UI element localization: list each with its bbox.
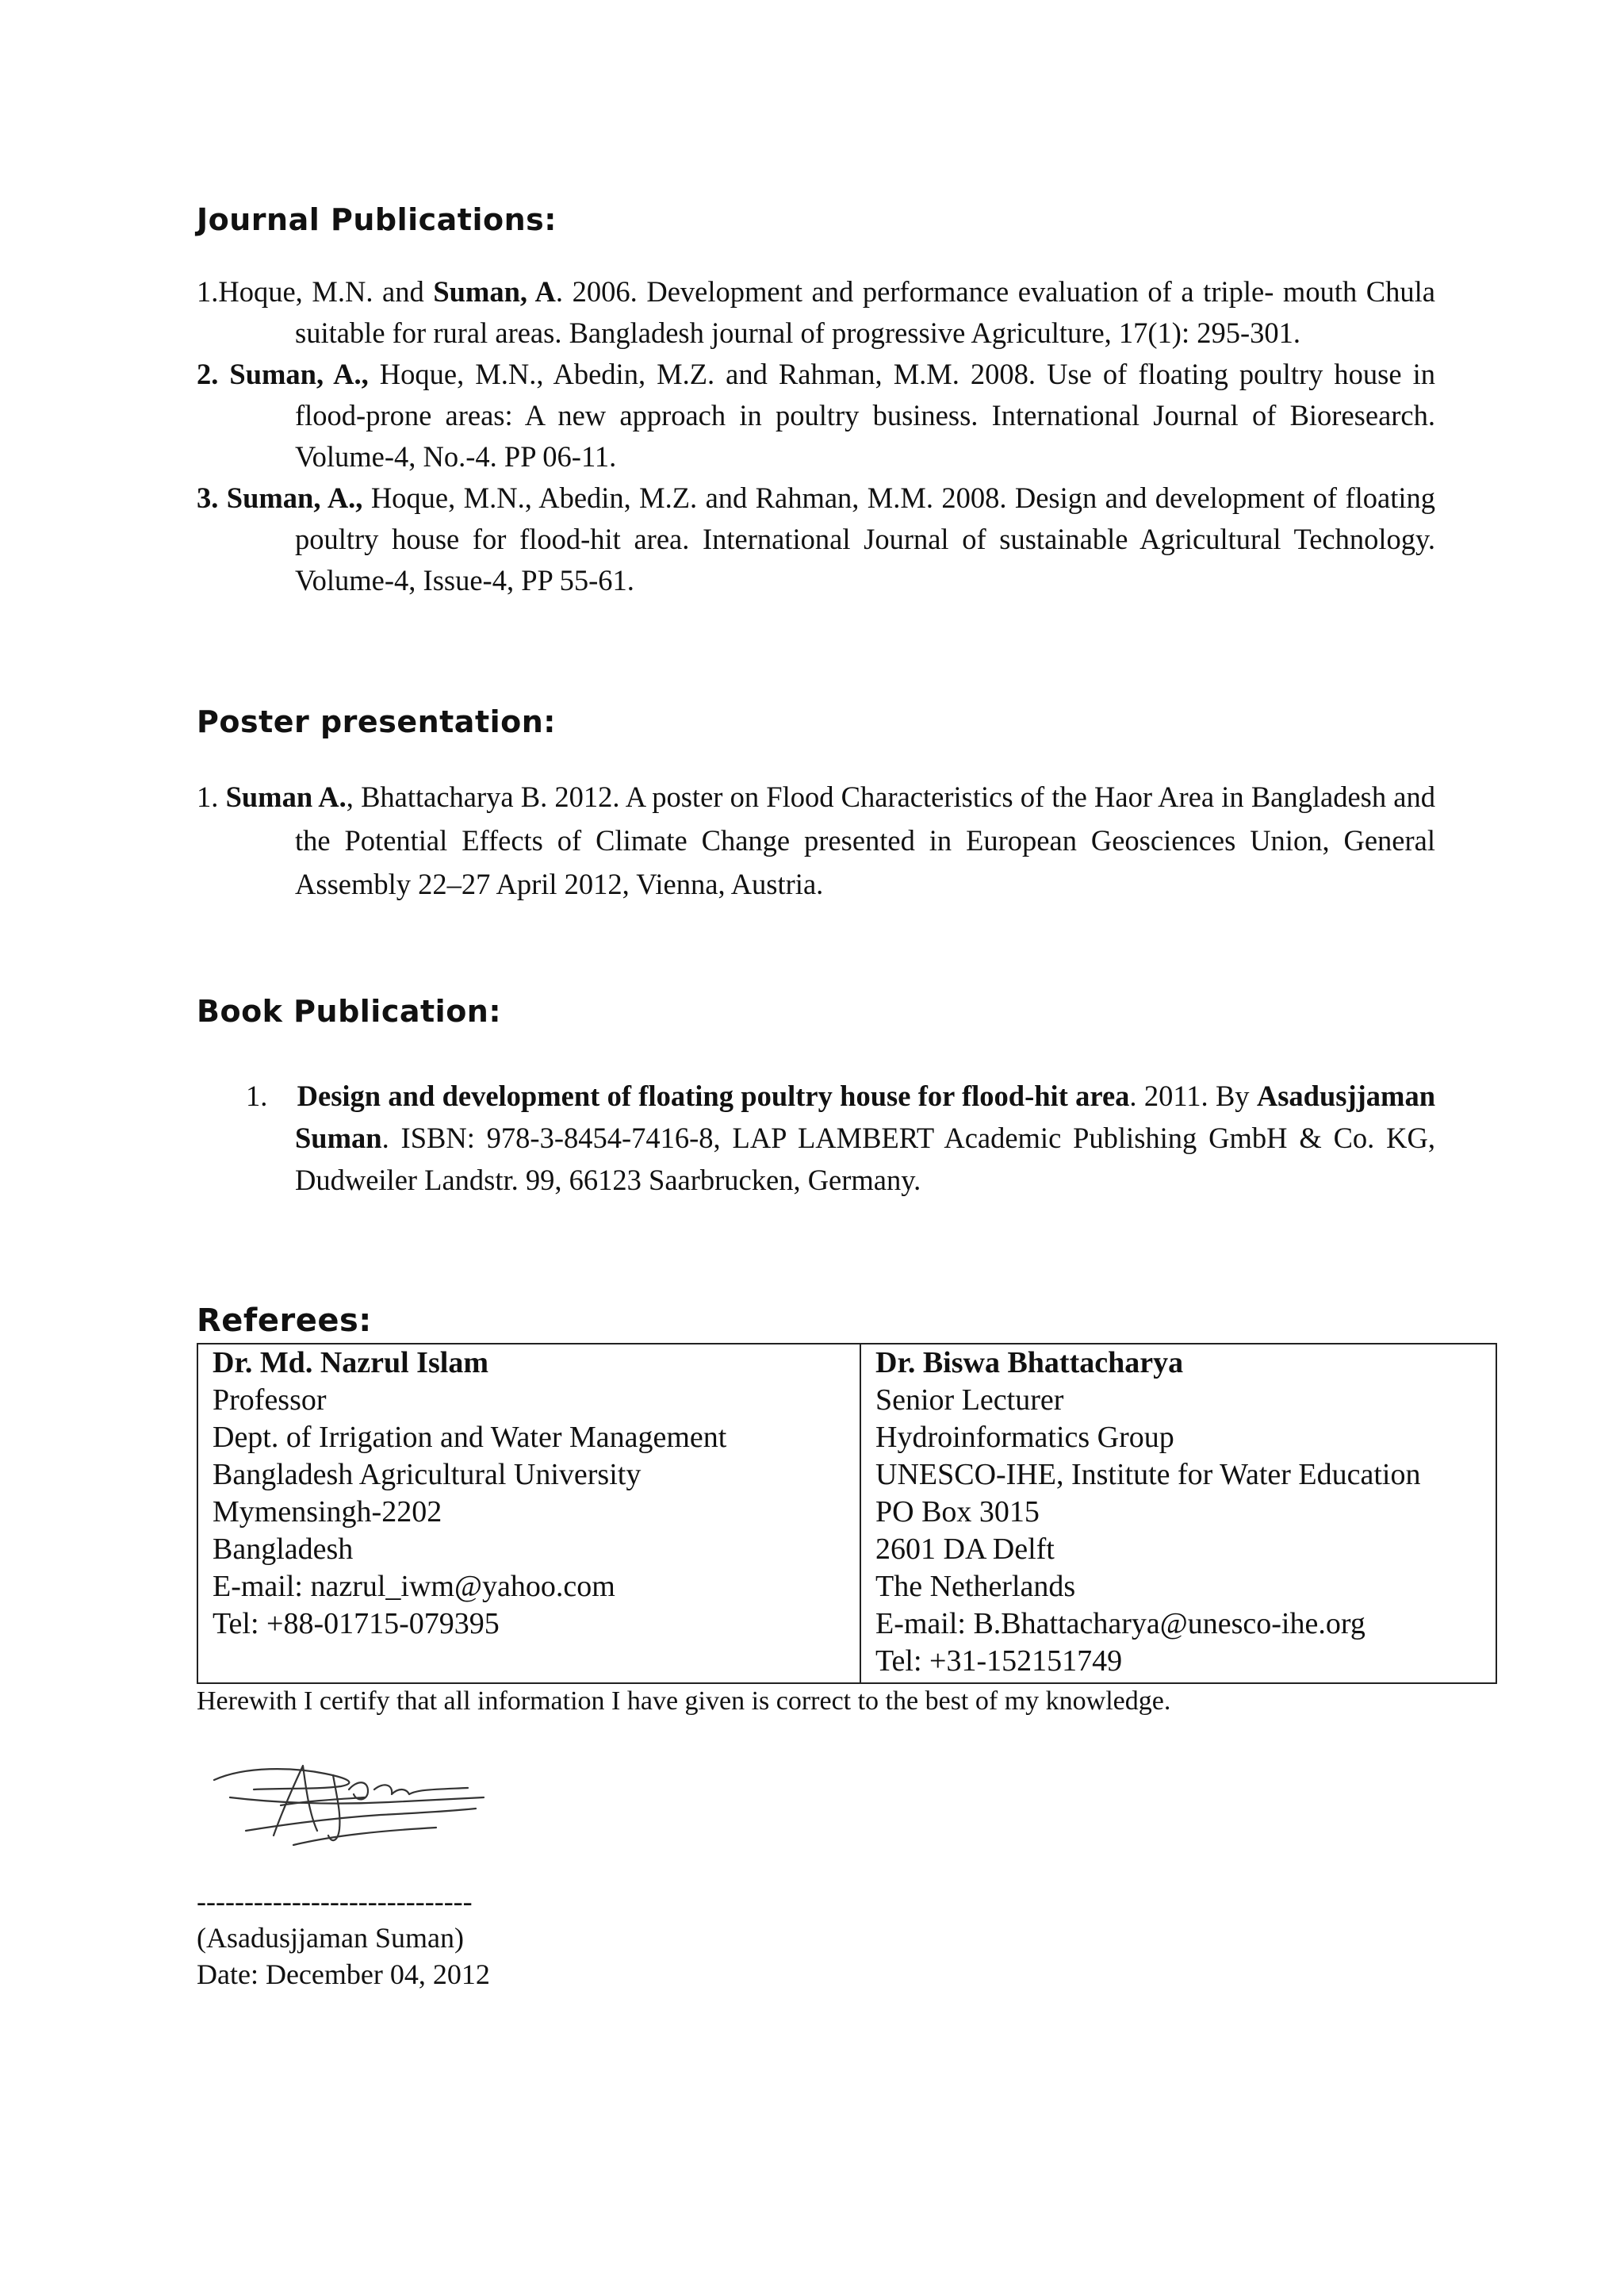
journal-item-3-author: Suman, A., bbox=[226, 481, 363, 514]
journal-item-3 bbox=[197, 478, 1435, 601]
journal-item-2-author: Suman, A., bbox=[229, 358, 369, 390]
referees-table bbox=[197, 1343, 1497, 1684]
referee-left-line: Bangladesh bbox=[213, 1532, 354, 1566]
book-item-1-title: Design and development of floating poultry house for flood-hit area bbox=[297, 1080, 1130, 1112]
referee-right-phone: Tel: +31-152151749 bbox=[875, 1644, 1123, 1678]
signature-image bbox=[198, 1742, 500, 1853]
referee-right-name: Dr. Biswa Bhattacharya bbox=[875, 1346, 1184, 1379]
book-item-1-number: 1. bbox=[246, 1080, 268, 1112]
referee-right-line: Senior Lecturer bbox=[875, 1383, 1064, 1417]
book-item-1 bbox=[246, 1075, 1435, 1201]
certification-statement: Herewith I certify that all information I have given is correct to the best of my knowledge. bbox=[197, 1686, 1171, 1716]
referee-right bbox=[861, 1344, 1496, 1682]
referee-right-email: E-mail: B.Bhattacharya@unesco-ihe.org bbox=[875, 1607, 1365, 1640]
referee-right-line: 2601 DA Delft bbox=[875, 1532, 1055, 1566]
journal-item-2-text: Hoque, M.N., Abedin, M.Z. and Rahman, M.M. 2008. Use of floating poultry house in flood-prone areas: A new approach in poultry business. International Journal of Bioresearch. Volume-4, No.-4. PP 06-11. bbox=[295, 358, 1436, 473]
journal-item-3-text: Hoque, M.N., Abedin, M.Z. and Rahman, M.M. 2008. Design and development of floating poultry house for flood-hit area. International Journal of sustainable Agricultural Technology. Volume-4, Issue-4, PP 55-61. bbox=[295, 481, 1435, 596]
poster-item-1-author: Suman A. bbox=[225, 781, 347, 813]
journal-item-1-prefix: 1.Hoque, M.N. and bbox=[197, 275, 434, 308]
poster-list bbox=[197, 775, 1435, 906]
journal-item-2-number: 2. bbox=[197, 358, 219, 390]
poster-item-1-prefix: 1. bbox=[197, 781, 226, 813]
signature-line: ----------------------------- bbox=[197, 1885, 473, 1917]
referee-right-line: PO Box 3015 bbox=[875, 1495, 1040, 1529]
journal-item-3-number: 3. bbox=[197, 481, 219, 514]
referee-right-line: UNESCO-IHE, Institute for Water Education bbox=[875, 1458, 1421, 1491]
signature-block bbox=[197, 1883, 490, 1993]
referee-left-line: Professor bbox=[213, 1383, 327, 1417]
poster-item-1-text: , Bhattacharya B. 2012. A poster on Flood Characteristics of the Haor Area in Bangladesh and the Potential Effects of Climate Change presented in European Geosciences Union, General Assembly 22–27 April 2012, Vienna, Austria. bbox=[295, 781, 1435, 900]
referee-right-line: The Netherlands bbox=[875, 1570, 1076, 1603]
journal-list bbox=[197, 271, 1435, 601]
journal-item-1-author: Suman, A bbox=[433, 275, 556, 308]
poster-item-1 bbox=[197, 775, 1435, 906]
book-list bbox=[246, 1075, 1435, 1201]
book-heading: Book Publication: bbox=[197, 994, 502, 1029]
referee-right-line: Hydroinformatics Group bbox=[875, 1421, 1174, 1454]
referee-left bbox=[198, 1344, 861, 1682]
referee-left-email: E-mail: nazrul_iwm@yahoo.com bbox=[213, 1570, 615, 1603]
journal-item-1 bbox=[197, 271, 1435, 354]
book-item-1-mid: . 2011. By bbox=[1129, 1080, 1257, 1112]
referee-left-phone: Tel: +88-01715-079395 bbox=[213, 1607, 500, 1640]
book-item-1-text: . ISBN: 978-3-8454-7416-8, LAP LAMBERT Academic Publishing GmbH & Co. KG, Dudweiler Landstr. 99, 66123 Saarbrucken, Germany. bbox=[295, 1122, 1435, 1196]
book-item-1-author: Asadusjjaman Suman bbox=[295, 1080, 1435, 1154]
journal-item-2 bbox=[197, 354, 1435, 478]
journal-heading: Journal Publications: bbox=[197, 202, 557, 237]
journal-item-1-text: . 2006. Development and performance evaluation of a triple- mouth Chula suitable for rural areas. Bangladesh journal of progressive Agriculture, 17(1): 295-301. bbox=[295, 275, 1435, 349]
referee-left-line: Dept. of Irrigation and Water Management bbox=[213, 1421, 727, 1454]
signatory-name: (Asadusjjaman Suman) bbox=[197, 1922, 464, 1954]
signature-date: Date: December 04, 2012 bbox=[197, 1958, 490, 1990]
referee-left-line: Mymensingh-2202 bbox=[213, 1495, 442, 1529]
poster-heading: Poster presentation: bbox=[197, 704, 556, 739]
referee-left-line: Bangladesh Agricultural University bbox=[213, 1458, 642, 1491]
referee-left-name: Dr. Md. Nazrul Islam bbox=[213, 1346, 488, 1379]
referees-heading: Referees: bbox=[197, 1302, 372, 1339]
